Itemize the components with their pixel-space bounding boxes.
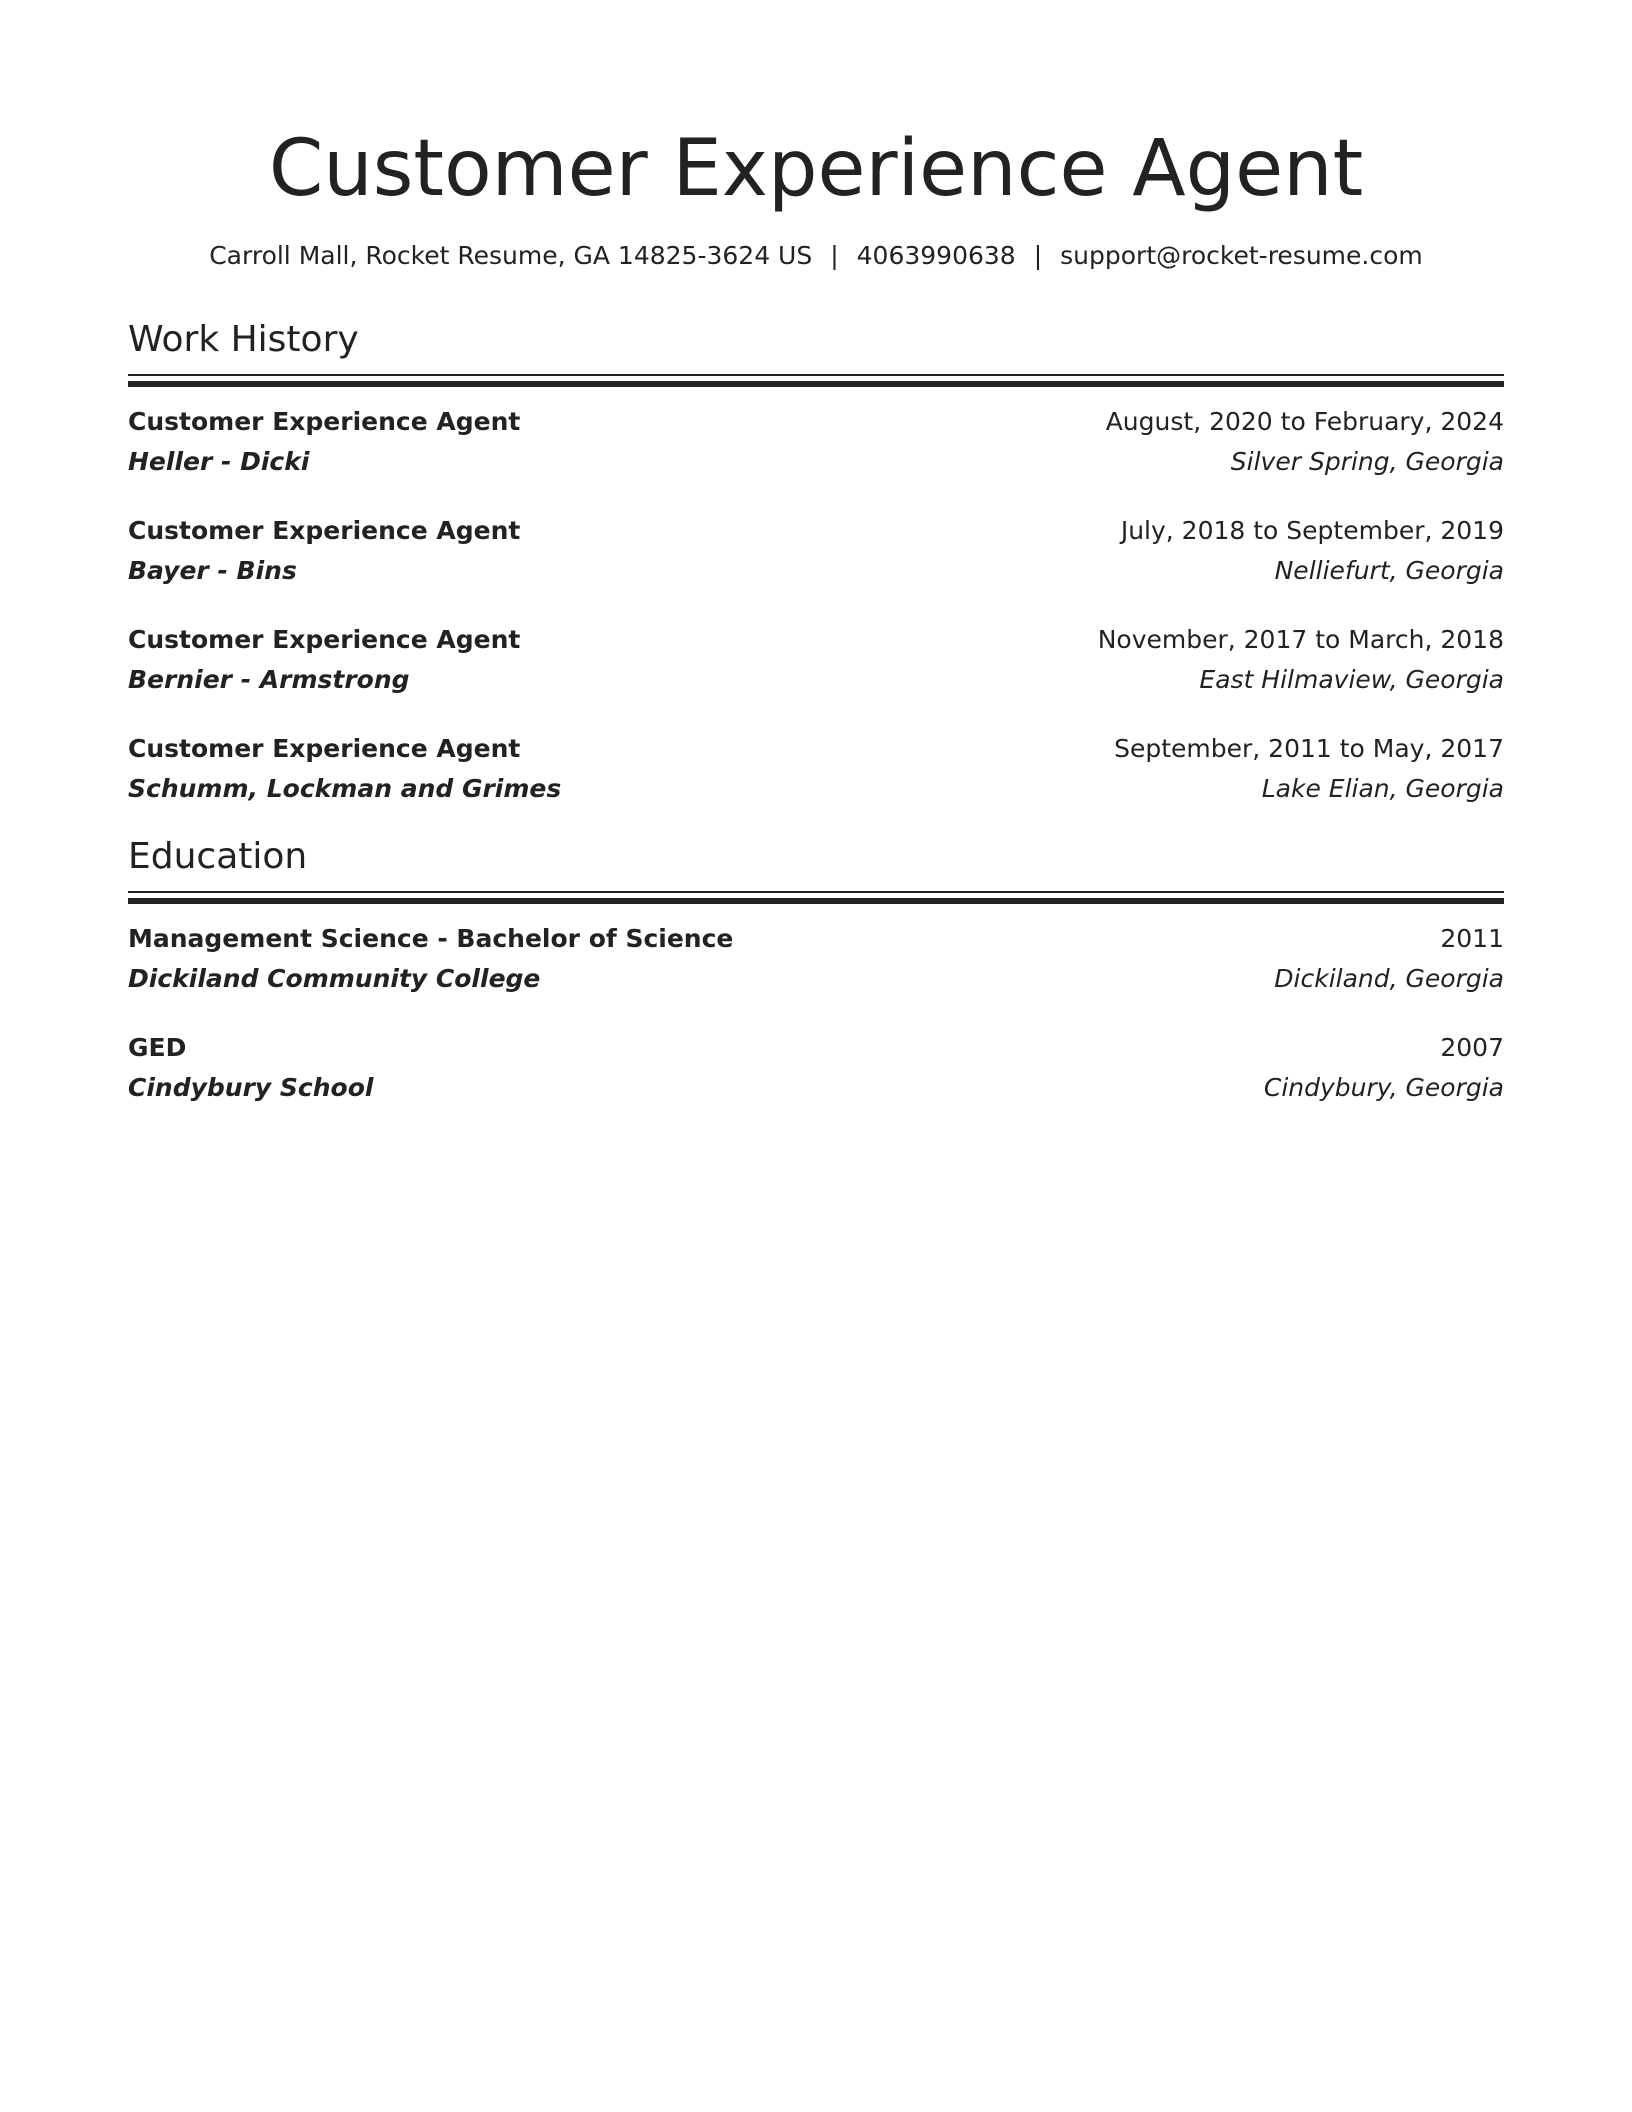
job-location: Lake Elian, Georgia [1261, 774, 1504, 803]
company-name: Bernier - Armstrong [128, 665, 410, 694]
degree-name: GED [128, 1033, 187, 1062]
job-title: Customer Experience Agent [128, 407, 521, 436]
job-title: Customer Experience Agent [128, 734, 521, 763]
education-entry [128, 921, 1504, 1001]
job-location: Silver Spring, Georgia [1230, 447, 1504, 476]
work-history-heading: Work History [128, 319, 359, 360]
school-location: Dickiland, Georgia [1274, 964, 1504, 993]
work-history-section [128, 316, 1504, 364]
work-entry [128, 404, 1504, 484]
education-heading: Education [128, 836, 308, 877]
section-divider-thick [128, 381, 1504, 387]
section-divider-thin [128, 891, 1504, 893]
company-name: Bayer - Bins [128, 556, 297, 585]
employment-dates: November, 2017 to March, 2018 [1097, 625, 1504, 654]
employment-dates: July, 2018 to September, 2019 [1120, 516, 1504, 545]
work-entry [128, 731, 1504, 811]
section-divider-thick [128, 898, 1504, 904]
contact-line [128, 238, 1504, 274]
resume-title: Customer Experience Agent [268, 124, 1364, 214]
company-name: Heller - Dicki [128, 447, 310, 476]
graduation-year: 2011 [1440, 924, 1504, 953]
school-name: Cindybury School [128, 1073, 374, 1102]
job-title: Customer Experience Agent [128, 516, 521, 545]
job-location: Nelliefurt, Georgia [1274, 556, 1504, 585]
job-title: Customer Experience Agent [128, 625, 521, 654]
education-section [128, 833, 1504, 881]
school-name: Dickiland Community College [128, 964, 541, 993]
work-entry [128, 622, 1504, 702]
contact-phone: 4063990638 [856, 241, 1016, 270]
employment-dates: September, 2011 to May, 2017 [1114, 734, 1504, 763]
company-name: Schumm, Lockman and Grimes [128, 774, 562, 803]
work-entry [128, 513, 1504, 593]
education-entry [128, 1030, 1504, 1110]
contact-separator: | [830, 241, 839, 270]
employment-dates: August, 2020 to February, 2024 [1105, 407, 1504, 436]
contact-email: support@rocket-resume.com [1060, 241, 1423, 270]
job-location: East Hilmaview, Georgia [1199, 665, 1504, 694]
contact-address: Carroll Mall, Rocket Resume, GA 14825-3624 US [209, 241, 813, 270]
school-location: Cindybury, Georgia [1263, 1073, 1504, 1102]
degree-name: Management Science - Bachelor of Science [128, 924, 734, 953]
contact-separator: | [1033, 241, 1043, 270]
graduation-year: 2007 [1440, 1033, 1504, 1062]
section-divider-thin [128, 374, 1504, 376]
